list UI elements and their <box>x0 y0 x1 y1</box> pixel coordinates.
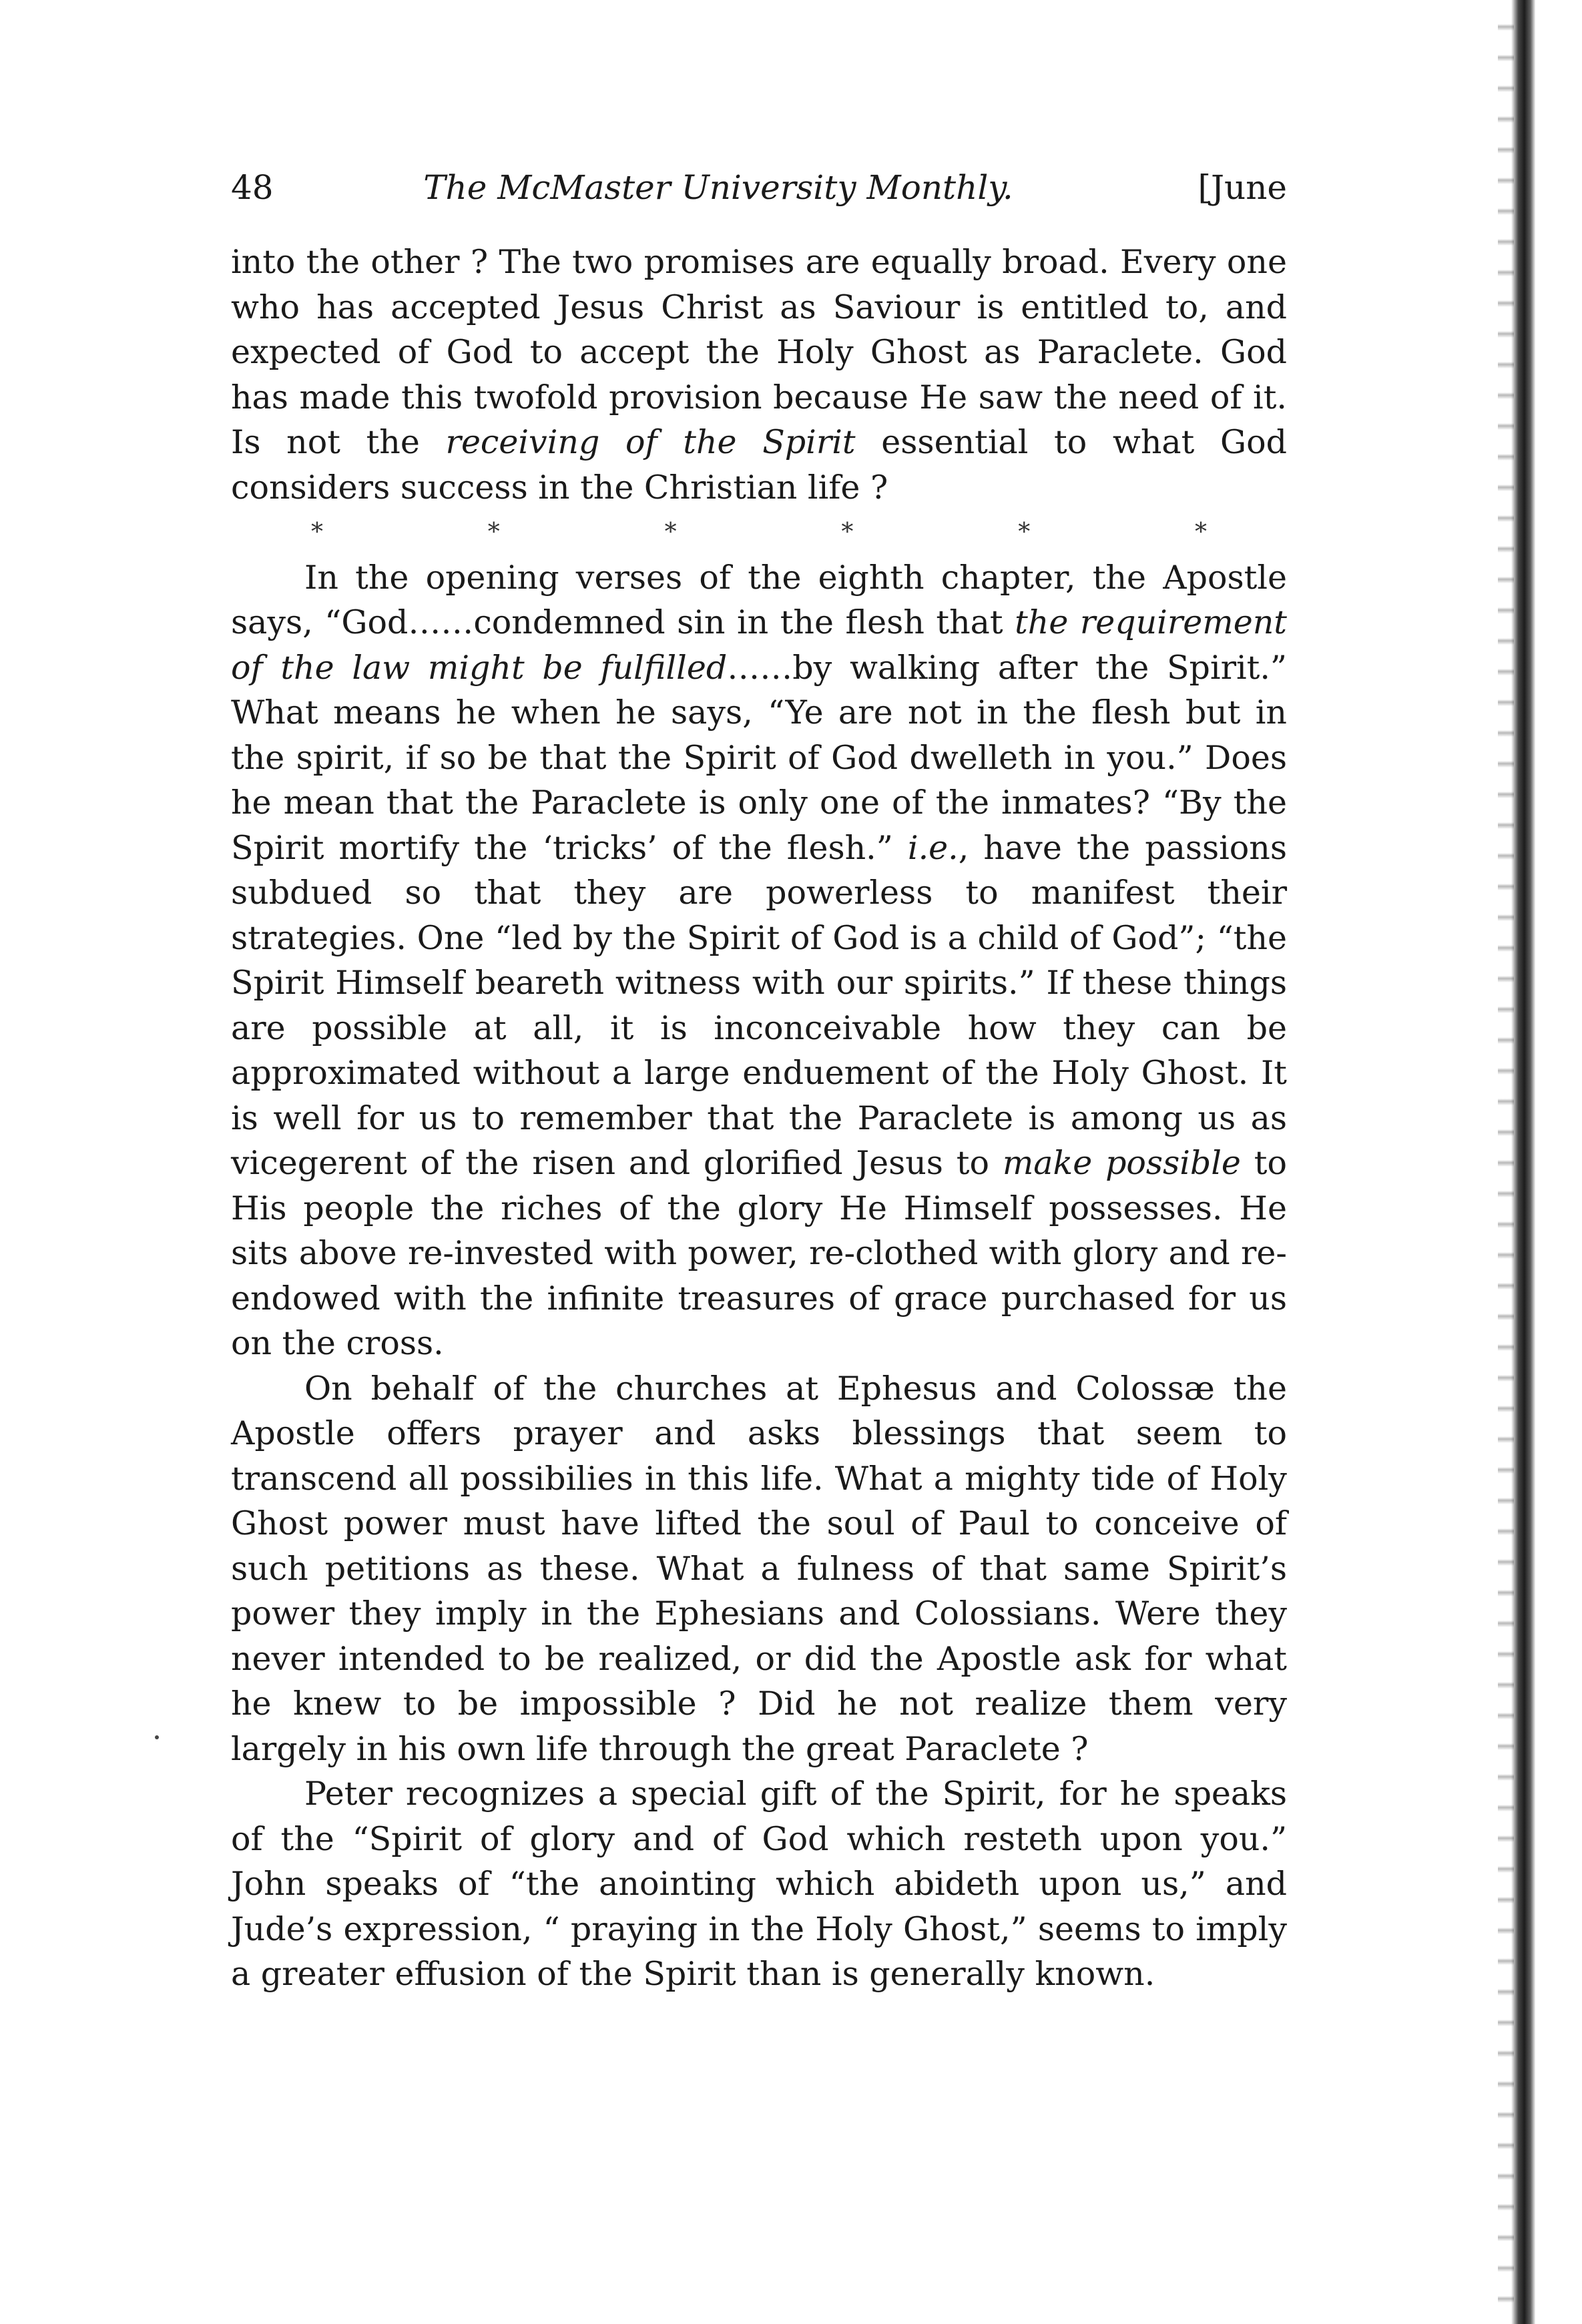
italic-text: the requirement of the law might be fulfilled <box>231 603 1287 687</box>
text-run: Peter recognizes a special gift of the Spirit, for he speaks of the “Spirit of glory and of God which resteth upon you.” John speaks of “the anointing which abideth upon us,” and Jude’s expression, “ praying in the Holy Ghost,” seems to imply a greater effusion of the Spirit than is generally known. <box>231 1775 1287 1993</box>
text-run: into the other ? The two promises are equally broad. Every one who has accepted Jesus Christ as Saviour is entitled to, and expected of God to accept the Holy Ghost as Paraclete. God has made this twofold provision because He saw the need of it. Is not the <box>231 243 1287 461</box>
section-separator <box>231 510 1287 555</box>
article-body <box>231 240 1287 1997</box>
italic-text: make possible <box>1002 1144 1241 1182</box>
scanned-page-edge <box>1511 0 1535 2324</box>
italic-text: i.e. <box>907 828 959 867</box>
separator-star: * <box>1194 519 1207 546</box>
text-run: ……by walking after the Spirit.” What means he when he says, “Ye are not in the flesh but in the spirit, if so be that the Spirit of God dwelleth in you.” Does he mean that the Paraclete is only one of the inmates? “By the Spirit mortify the ‘tricks’ of the flesh.” <box>231 648 1287 867</box>
text-run: In the opening verses of the eighth chapter, the Apostle says, “God……condemned sin in the flesh that <box>231 558 1287 641</box>
page-number: 48 <box>231 168 274 207</box>
text-run: On behalf of the churches at Ephesus and Colossæ the Apostle offers prayer and asks blessings that seem to transcend all possibilies in this life. What a mighty tide of Holy Ghost power must have lifted the soul of Paul to conceive of such petitions as these. What a fulness of that same Spirit’s power they imply in the Ephesians and Colossians. Were they never intended to be realized, or did the Apostle ask for what he knew to be impossible ? Did he not realize them very largely in his own life through the great Paraclete ? <box>231 1369 1287 1768</box>
running-header <box>231 164 1287 211</box>
paragraph <box>231 1771 1287 1997</box>
text-run: to His people the riches of the glory He Himself possesses. He sits above re-invested with power, re-clothed with glory and re-endowed with the infinite treasures of grace purchased for us on the cross. <box>231 1144 1287 1362</box>
separator-star: * <box>311 519 323 546</box>
journal-title: The McMaster University Monthly. <box>423 168 1013 207</box>
italic-text: receiving of the Spirit <box>445 423 856 461</box>
issue-month: [June <box>1198 168 1287 207</box>
margin-mark <box>155 1735 159 1739</box>
separator-star: * <box>841 519 854 546</box>
separator-star: * <box>1018 519 1031 546</box>
paragraph <box>231 240 1287 510</box>
text-run: , have the passions subdued so that they are powerless to manifest their strategies. One “led by the Spirit of God is a child of God”; “the Spirit Himself beareth witness with our spirits.” If these things are possible at all, it is inconceivable how they can be approximated without a large enduement of the Holy Ghost. It is well for us to remember that the Paraclete is among us as vicegerent of the risen and glorified Jesus to <box>231 828 1288 1182</box>
text-run: essential to what God considers success in the Christian life ? <box>231 423 1287 507</box>
separator-star: * <box>664 519 677 546</box>
separator-star: * <box>487 519 500 546</box>
paragraph <box>231 1366 1287 1772</box>
paragraph <box>231 555 1287 1366</box>
